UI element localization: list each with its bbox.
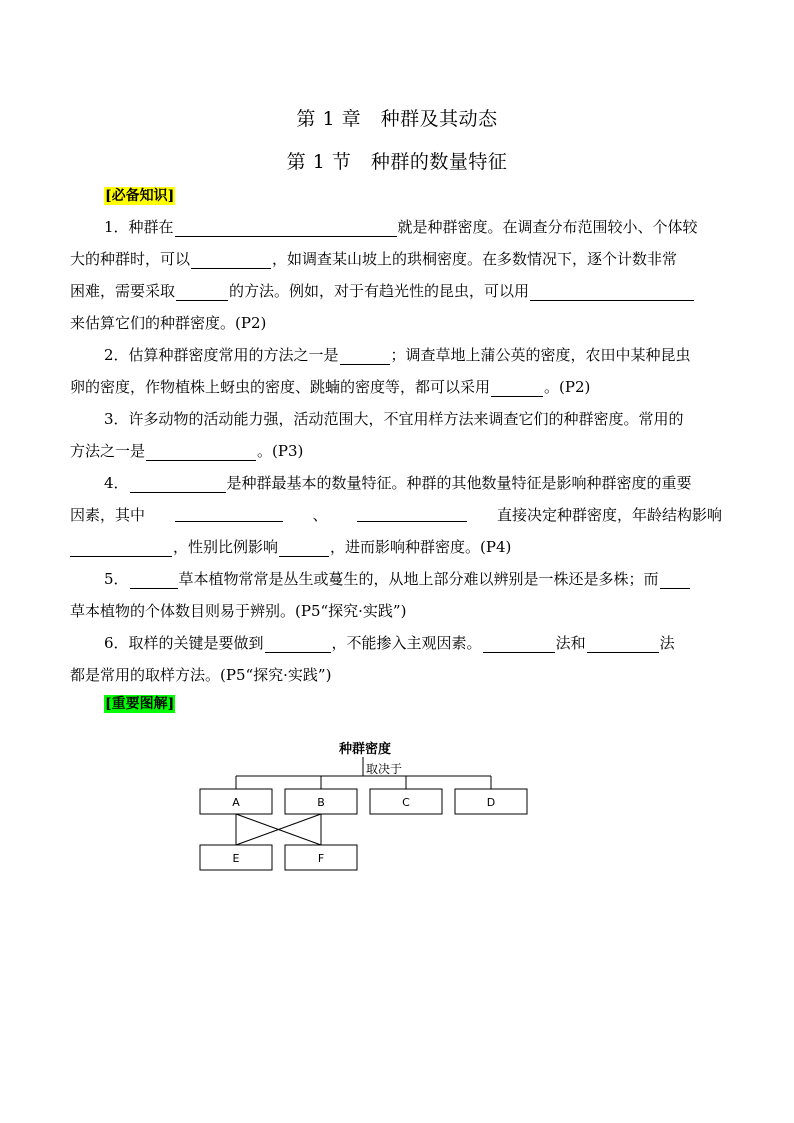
box-f-label: F bbox=[317, 852, 325, 865]
diagram-root-label: 种群密度 bbox=[338, 742, 392, 757]
q1-line-4: 来估算它们的种群密度。(P2) bbox=[70, 314, 267, 332]
q4-text: 因素，其中 bbox=[70, 506, 146, 524]
q5-text: 草本植物常常是丛生或蔓生的，从地上部分难以辨别是一株还是多株；而 bbox=[178, 570, 659, 588]
section-title: 第 1 节 种群的数量特征 bbox=[286, 151, 508, 173]
box-b-label: B bbox=[317, 796, 325, 809]
q1-text: ，如调查某山坡上的珙桐密度。在多数情况下，逐个计数非常 bbox=[272, 250, 678, 268]
q6-text: 法 bbox=[659, 634, 675, 652]
q4-text: ，进而影响种群密度。(P4) bbox=[330, 538, 512, 556]
q1-text: 的方法。例如，对于有趋光性的昆虫，可以用 bbox=[229, 282, 530, 300]
q6-text: 6．取样的关键是要做到 bbox=[104, 634, 264, 652]
q2-text: 2．估算种群密度常用的方法之一是 bbox=[104, 346, 339, 364]
chapter-title: 第 1 章 种群及其动态 bbox=[296, 108, 498, 130]
q4-text: 、 bbox=[312, 506, 328, 524]
q4-text: 直接决定种群密度，年龄结构影响 bbox=[496, 506, 722, 524]
box-e-label: E bbox=[232, 852, 240, 865]
q1-text: 困难，需要采取 bbox=[70, 282, 176, 300]
q3-line-1: 3．许多动物的活动能力强，活动范围大，不宜用样方法来调查它们的种群密度。常用的 bbox=[104, 410, 684, 428]
q1-text: 大的种群时，可以 bbox=[70, 250, 191, 268]
q5-text: 5． bbox=[104, 570, 129, 588]
diagram-edge-label: 取决于 bbox=[366, 762, 403, 776]
q2-text: ；调查草地上蒲公英的密度，农田中某种昆虫 bbox=[390, 346, 691, 364]
box-a-label: A bbox=[232, 796, 240, 809]
q6-text: 法和 bbox=[555, 634, 586, 652]
knowledge-badge: [必备知识] bbox=[105, 188, 175, 204]
q1-text: 就是种群密度。在调查分布范围较小、个体较 bbox=[397, 218, 698, 236]
q4-text: ，性别比例影响 bbox=[173, 538, 279, 556]
diagram-badge: [重要图解] bbox=[105, 696, 175, 712]
q6-text: ，不能掺入主观因素。 bbox=[331, 634, 482, 652]
q3-text: 方法之一是 bbox=[70, 442, 146, 460]
q4-text: 是种群最基本的数量特征。种群的其他数量特征是影响种群密度的重要 bbox=[226, 474, 692, 492]
q6-line-2: 都是常用的取样方法。(P5“探究·实践”) bbox=[70, 666, 332, 684]
q4-text: 4． bbox=[104, 474, 129, 492]
box-d-label: D bbox=[486, 796, 496, 809]
q5-line-2: 草本植物的个体数目则易于辨别。(P5“探究·实践”) bbox=[70, 602, 407, 620]
box-c-label: C bbox=[402, 796, 410, 809]
q1-text: 1．种群在 bbox=[104, 218, 174, 236]
q3-text: 。(P3) bbox=[257, 442, 304, 460]
q2-text: 卵的密度，作物植株上蚜虫的密度、跳蝻的密度等，都可以采用 bbox=[70, 378, 491, 396]
q2-text: 。(P2) bbox=[544, 378, 591, 396]
